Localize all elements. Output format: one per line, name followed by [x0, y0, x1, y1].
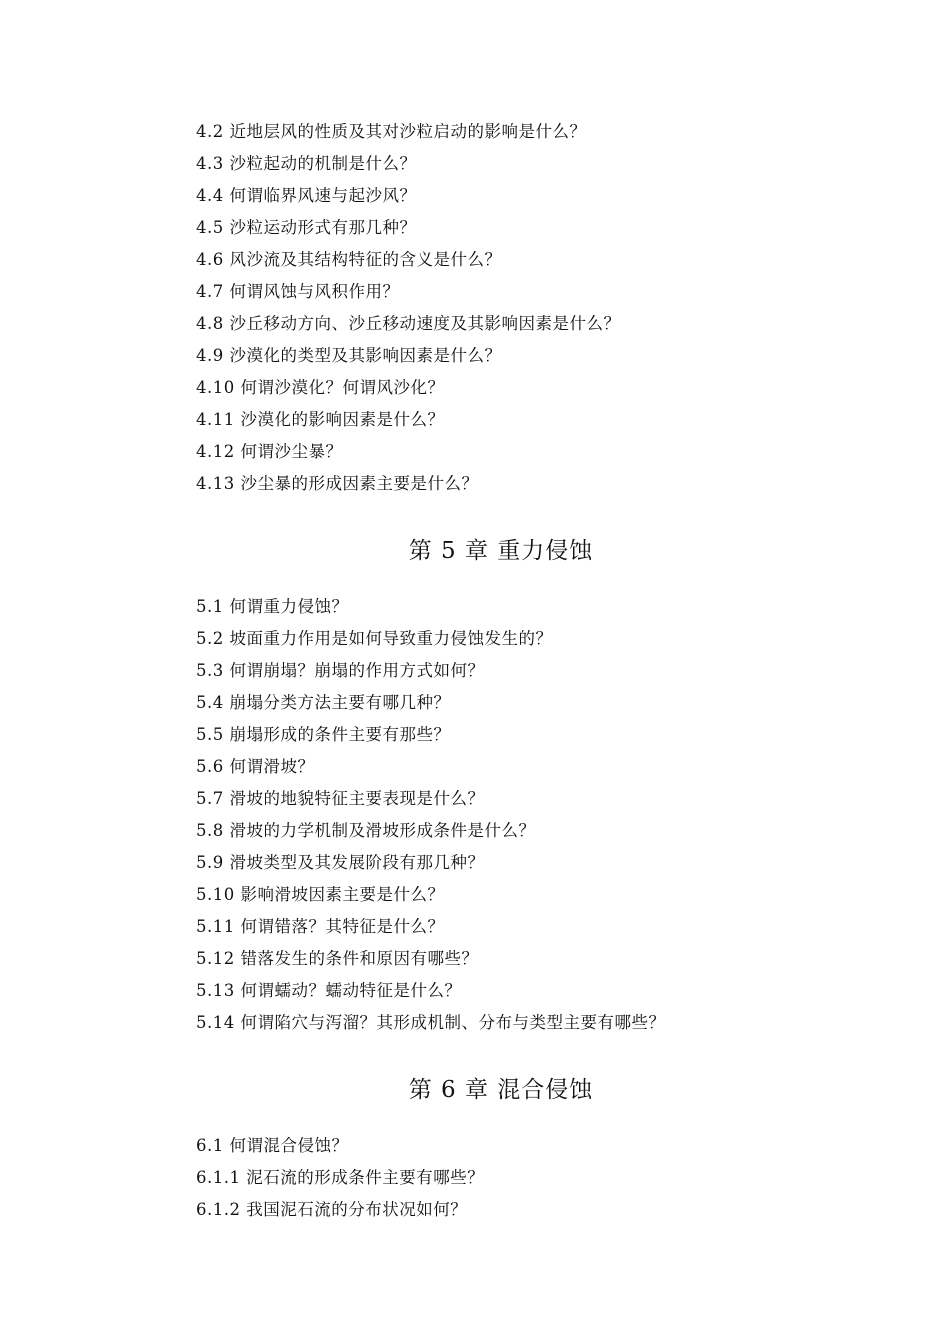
question-5-11: 5.11 何谓错落？其特征是什么？ [196, 917, 445, 936]
question-5-4: 5.4 崩塌分类方法主要有哪几种？ [196, 693, 451, 712]
question-5-13: 5.13 何谓蠕动？蠕动特征是什么？ [196, 981, 462, 1000]
question-4-10: 4.10 何谓沙漠化？何谓风沙化？ [196, 378, 445, 397]
question-5-9: 5.9 滑坡类型及其发展阶段有那几种？ [196, 853, 485, 872]
chapter-5-title: 第 5 章 重力侵蚀 [408, 538, 594, 564]
section-chapter-4-continued [196, 116, 836, 500]
question-6-1: 6.1 何谓混合侵蚀？ [196, 1136, 349, 1155]
section-chapter-6 [196, 1069, 836, 1226]
question-5-12: 5.12 错落发生的条件和原因有哪些？ [196, 949, 479, 968]
question-5-7: 5.7 滑坡的地貌特征主要表现是什么？ [196, 789, 485, 808]
question-4-7: 4.7 何谓风蚀与风积作用？ [196, 282, 400, 301]
question-5-8: 5.8 滑坡的力学机制及滑坡形成条件是什么？ [196, 821, 536, 840]
question-5-3: 5.3 何谓崩塌？崩塌的作用方式如何？ [196, 661, 485, 680]
question-5-1: 5.1 何谓重力侵蚀？ [196, 597, 349, 616]
chapter-6-title: 第 6 章 混合侵蚀 [408, 1077, 594, 1103]
question-5-6: 5.6 何谓滑坡？ [196, 757, 315, 776]
question-4-4: 4.4 何谓临界风速与起沙风？ [196, 186, 417, 205]
question-5-10: 5.10 影响滑坡因素主要是什么？ [196, 885, 445, 904]
question-4-3: 4.3 沙粒起动的机制是什么？ [196, 154, 417, 173]
question-4-2: 4.2 近地层风的性质及其对沙粒启动的影响是什么？ [196, 122, 587, 141]
section-chapter-5 [196, 530, 836, 1039]
document-content [196, 116, 836, 1226]
question-4-8: 4.8 沙丘移动方向、沙丘移动速度及其影响因素是什么？ [196, 314, 621, 333]
question-5-2: 5.2 坡面重力作用是如何导致重力侵蚀发生的？ [196, 629, 553, 648]
question-5-5: 5.5 崩塌形成的条件主要有那些？ [196, 725, 451, 744]
question-4-12: 4.12 何谓沙尘暴？ [196, 442, 343, 461]
question-4-6: 4.6 风沙流及其结构特征的含义是什么？ [196, 250, 502, 269]
question-4-9: 4.9 沙漠化的类型及其影响因素是什么？ [196, 346, 502, 365]
question-4-13: 4.13 沙尘暴的形成因素主要是什么？ [196, 474, 479, 493]
question-5-14: 5.14 何谓陷穴与泻溜？其形成机制、分布与类型主要有哪些？ [196, 1013, 666, 1032]
question-4-11: 4.11 沙漠化的影响因素是什么？ [196, 410, 445, 429]
question-4-5: 4.5 沙粒运动形式有那几种？ [196, 218, 417, 237]
question-6-1-1: 6.1.1 泥石流的形成条件主要有哪些？ [196, 1168, 485, 1187]
question-6-1-2: 6.1.2 我国泥石流的分布状况如何？ [196, 1200, 468, 1219]
